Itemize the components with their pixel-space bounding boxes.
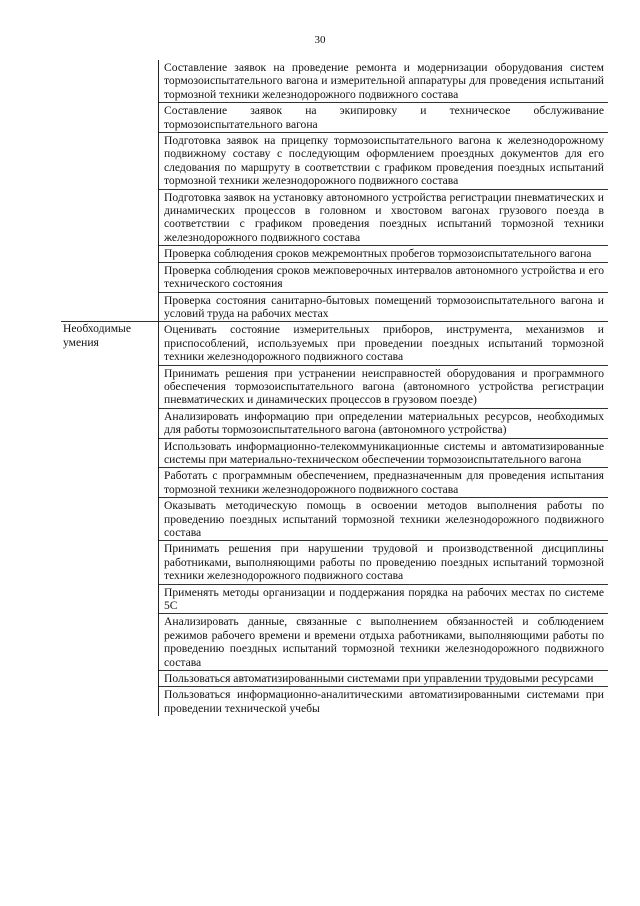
actions-label-cell <box>61 60 159 322</box>
competency-table <box>61 60 608 716</box>
page-number: 30 <box>314 34 326 46</box>
list-item: Применять методы организации и поддержания порядка на рабочих местах по системе 5С <box>159 585 608 615</box>
list-item: Подготовка заявок на установку автономного устройства регистрации пневматических и динамических процессов в головном и хвостовом вагонах грузового поезда в соответствии с графиком проведения поездных испытаний тормозной техники железнодорожного подвижного состава <box>159 190 608 247</box>
skills-row <box>61 322 608 716</box>
list-item: Проверка состояния санитарно-бытовых помещений тормозоиспытательного вагона и условий труда на рабочих местах <box>164 293 604 320</box>
list-item: Составление заявок на экипировку и техническое обслуживание тормозоиспытательного вагона <box>159 103 608 133</box>
list-item: Анализировать данные, связанные с выполнением обязанностей и соблюдением режимов рабочего времени и времени отдыха работниками, выполняющими работы по проведению поездных испытаний тормозной техники железнодорожного подвижного состава <box>159 614 608 671</box>
list-item: Пользоваться информационно-аналитическими автоматизированными системами при проведении технической учебы <box>164 688 604 715</box>
list-item: Проверка соблюдения сроков межремонтных пробегов тормозоиспытательного вагона <box>159 246 608 262</box>
list-item: Проверка соблюдения сроков межповерочных интервалов автономного устройства и его технического состояния <box>159 263 608 293</box>
list-item: Принимать решения при устранении неисправностей оборудования и программного обеспечения тормозоиспытательного вагона (автономного устройства регистрации пневматических и динамических процессов в грузовом поезде) <box>159 366 608 409</box>
list-item: Работать с программным обеспечением, предназначенным для проведения испытания тормозной техники железнодорожного подвижного состава <box>159 468 608 498</box>
list-item: Составление заявок на проведение ремонта и модернизации оборудования систем тормозоиспытательного вагона и измерительной аппаратуры для проведения испытаний тормозной техники железнодорожного подвижного состава <box>159 60 608 103</box>
list-item: Анализировать информацию при определении материальных ресурсов, необходимых для работы тормозоиспытательного вагона (автономного устройства) <box>159 409 608 439</box>
skills-label-cell <box>61 322 159 716</box>
list-item: Пользоваться автоматизированными системами при управлении трудовыми ресурсами <box>159 671 608 687</box>
list-item: Оказывать методическую помощь в освоении методов выполнения работы по проведению поездных испытаний тормозной техники железнодорожного подвижного состава <box>159 498 608 541</box>
actions-list <box>159 60 609 322</box>
actions-row <box>61 60 608 322</box>
skills-list <box>159 322 609 716</box>
list-item: Принимать решения при нарушении трудовой и производственной дисциплины работниками, выполняющими работы по проведению поездных испытаний тормозной техники железнодорожного подвижного состава <box>159 541 608 584</box>
section-label: Необходимые умения <box>63 322 131 349</box>
list-item: Подготовка заявок на прицепку тормозоиспытательного вагона к железнодорожному подвижному составу с последующим оформлением проездных документов для его следования по маршруту в соответствии с графиком проведения поездных испытаний тормозной техники железнодорожного подвижного состава <box>159 133 608 190</box>
list-item: Оценивать состояние измерительных приборов, инструмента, механизмов и приспособлений, используемых при проведении поездных испытаний тормозной техники железнодорожного подвижного состава <box>159 322 608 365</box>
list-item: Использовать информационно-телекоммуникационные системы и автоматизированные системы при материально-техническом обеспечении тормозоиспытательного вагона <box>159 439 608 469</box>
